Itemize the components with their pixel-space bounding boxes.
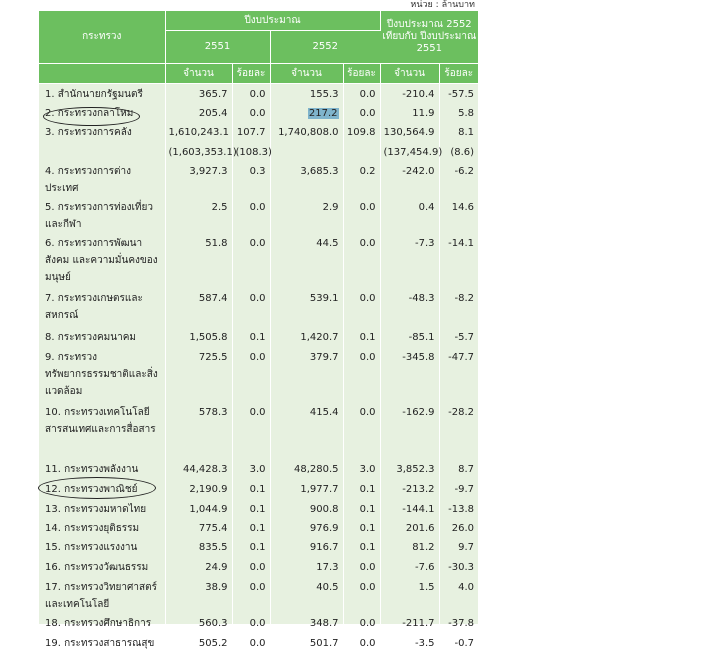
table-row [39, 103, 478, 122]
table-row [39, 233, 478, 288]
value-cell: 0.0 [232, 613, 270, 633]
value-cell: 0.0 [343, 347, 380, 402]
table-row [39, 84, 478, 104]
value-cell: 2,190.9 [165, 479, 232, 499]
value-cell: 505.2 [165, 633, 232, 653]
value-cell: 0.1 [232, 518, 270, 537]
value-cell: 0.0 [232, 197, 270, 233]
value-cell: -7.6 [380, 557, 439, 577]
value-cell: 916.7 [270, 537, 343, 557]
table-row [39, 557, 478, 577]
value-cell: 348.7 [270, 613, 343, 633]
value-cell: (137,454.9) [380, 142, 439, 161]
ministry-cell: 3. กระทรวงการคลัง [39, 122, 165, 142]
value-cell: 900.8 [270, 499, 343, 518]
value-cell: 130,564.9 [380, 122, 439, 142]
value-cell: 501.7 [270, 633, 343, 653]
value-cell: 0.0 [343, 233, 380, 288]
value-cell: -57.5 [439, 84, 478, 104]
table-row [39, 197, 478, 233]
value-cell: 0.0 [343, 84, 380, 104]
value-cell: 0.0 [232, 577, 270, 613]
amount-header: จำนวน [165, 64, 232, 84]
ministry-cell: 11. กระทรวงพลังงาน [39, 459, 165, 479]
table-row [39, 122, 478, 142]
table-row [39, 633, 478, 653]
value-cell: 8.1 [439, 122, 478, 142]
value-cell: 0.0 [232, 288, 270, 327]
value-cell: 0.1 [232, 537, 270, 557]
value-cell: -8.2 [439, 288, 478, 327]
value-cell: 0.0 [232, 402, 270, 459]
value-cell: 1,740,808.0 [270, 122, 343, 142]
value-cell: -14.1 [439, 233, 478, 288]
value-cell: 48,280.5 [270, 459, 343, 479]
value-cell: -5.7 [439, 327, 478, 347]
value-cell: 578.3 [165, 402, 232, 459]
ministry-cell: 16. กระทรวงวัฒนธรรม [39, 557, 165, 577]
value-cell: 109.8 [343, 122, 380, 142]
value-cell: 0.1 [232, 327, 270, 347]
value-cell: 4.0 [439, 577, 478, 613]
value-cell: 1.5 [380, 577, 439, 613]
value-cell: 51.8 [165, 233, 232, 288]
value-cell: -30.3 [439, 557, 478, 577]
value-cell: 0.0 [232, 103, 270, 122]
value-cell: 0.4 [380, 197, 439, 233]
table-row [39, 288, 478, 327]
value-cell: -213.2 [380, 479, 439, 499]
ministry-cell: 18. กระทรวงศึกษาธิการ [39, 613, 165, 633]
ministry-cell: 15. กระทรวงแรงงาน [39, 537, 165, 557]
value-cell: -47.7 [439, 347, 478, 402]
value-cell: 44.5 [270, 233, 343, 288]
value-cell [270, 103, 343, 122]
value-cell: 40.5 [270, 577, 343, 613]
value-cell: 11.9 [380, 103, 439, 122]
value-cell: 539.1 [270, 288, 343, 327]
value-cell: 17.3 [270, 557, 343, 577]
value-cell: 0.1 [232, 499, 270, 518]
value-cell: 835.5 [165, 537, 232, 557]
value-cell: 1,977.7 [270, 479, 343, 499]
unit-note: หน่วย : ล้านบาท [410, 0, 475, 11]
value-cell: 24.9 [165, 557, 232, 577]
ministry-cell: 9. กระทรวงทรัพยากรธรรมชาติและสิ่งแวดล้อม [39, 347, 165, 402]
value-cell: 0.3 [232, 161, 270, 197]
value-cell: 1,044.9 [165, 499, 232, 518]
value-cell: 0.0 [232, 347, 270, 402]
value-cell: 3,852.3 [380, 459, 439, 479]
table-row [39, 613, 478, 633]
ministry-cell: 12. กระทรวงพาณิชย์ [39, 479, 165, 499]
table-row [39, 161, 478, 197]
ministry-cell: 17. กระทรวงวิทยาศาสตร์และเทคโนโลยี [39, 577, 165, 613]
comparison-header: ปีงบประมาณ 2552 เทียบกับ ปีงบประมาณ 2551 [380, 11, 478, 64]
value-cell: 5.8 [439, 103, 478, 122]
value-cell [343, 142, 380, 161]
value-cell: 38.9 [165, 577, 232, 613]
value-cell: 107.7 [232, 122, 270, 142]
ministry-cell: 1. สำนักนายกรัฐมนตรี [39, 84, 165, 104]
value-cell: -0.7 [439, 633, 478, 653]
value-cell: 560.3 [165, 613, 232, 633]
table-row [39, 459, 478, 479]
ministry-cell: 4. กระทรวงการต่างประเทศ [39, 161, 165, 197]
value-cell: -6.2 [439, 161, 478, 197]
amount-header: จำนวน [380, 64, 439, 84]
value-cell: -144.1 [380, 499, 439, 518]
percent-header: ร้อยละ [439, 64, 478, 84]
value-cell: 1,505.8 [165, 327, 232, 347]
percent-header: ร้อยละ [232, 64, 270, 84]
amount-header: จำนวน [270, 64, 343, 84]
value-cell: 81.2 [380, 537, 439, 557]
year2-header: 2552 [270, 31, 380, 64]
value-cell: 2.9 [270, 197, 343, 233]
value-cell: 775.4 [165, 518, 232, 537]
value-cell: -210.4 [380, 84, 439, 104]
value-cell: 0.1 [343, 499, 380, 518]
value-cell: 0.0 [343, 103, 380, 122]
value-cell: 0.0 [343, 197, 380, 233]
table-row [39, 327, 478, 347]
ministry-cell: 8. กระทรวงคมนาคม [39, 327, 165, 347]
value-cell: 3,927.3 [165, 161, 232, 197]
budget-table-container [39, 11, 478, 624]
budget-year-header: ปีงบประมาณ [165, 11, 380, 31]
ministry-cell: 14. กระทรวงยุติธรรม [39, 518, 165, 537]
percent-header: ร้อยละ [343, 64, 380, 84]
value-cell: -28.2 [439, 402, 478, 459]
value-cell: 14.6 [439, 197, 478, 233]
table-row [39, 577, 478, 613]
ministry-cell: 7. กระทรวงเกษตรและสหกรณ์ [39, 288, 165, 327]
table-row [39, 402, 478, 459]
value-cell: 0.1 [343, 518, 380, 537]
value-cell: (8.6) [439, 142, 478, 161]
value-cell: 0.0 [343, 577, 380, 613]
ministry-cell [39, 142, 165, 161]
value-cell: 3,685.3 [270, 161, 343, 197]
table-body [39, 84, 478, 653]
value-cell: 201.6 [380, 518, 439, 537]
value-cell: -85.1 [380, 327, 439, 347]
value-cell: 0.0 [343, 633, 380, 653]
value-cell: 0.1 [232, 479, 270, 499]
value-cell: 26.0 [439, 518, 478, 537]
value-cell: 0.0 [343, 613, 380, 633]
value-cell: -242.0 [380, 161, 439, 197]
value-cell: 2.5 [165, 197, 232, 233]
ministry-cell: 6. กระทรวงการพัฒนาสังคม และความมั่นคงของมนุษย์ [39, 233, 165, 288]
blank-subheader [39, 64, 165, 84]
value-cell: 0.0 [343, 402, 380, 459]
value-cell: 0.0 [343, 288, 380, 327]
value-cell: 205.4 [165, 103, 232, 122]
value-cell: -13.8 [439, 499, 478, 518]
value-cell: -48.3 [380, 288, 439, 327]
ministry-cell: 5. กระทรวงการท่องเที่ยวและกีฬา [39, 197, 165, 233]
value-cell: 0.2 [343, 161, 380, 197]
ministry-cell: 19. กระทรวงสาธารณสุข [39, 633, 165, 653]
value-cell: -3.5 [380, 633, 439, 653]
value-cell: -211.7 [380, 613, 439, 633]
value-cell: 0.1 [343, 479, 380, 499]
value-cell: 3.0 [232, 459, 270, 479]
table-row [39, 142, 478, 161]
table-row [39, 518, 478, 537]
value-cell: 0.0 [343, 557, 380, 577]
ministry-cell: 13. กระทรวงมหาดไทย [39, 499, 165, 518]
value-cell: -162.9 [380, 402, 439, 459]
highlighted-value: 217.2 [308, 108, 339, 119]
value-cell: 0.0 [232, 633, 270, 653]
value-cell: 415.4 [270, 402, 343, 459]
table-row [39, 499, 478, 518]
table-row [39, 347, 478, 402]
value-cell: 3.0 [343, 459, 380, 479]
value-cell: 725.5 [165, 347, 232, 402]
value-cell: -345.8 [380, 347, 439, 402]
value-cell: 0.1 [343, 327, 380, 347]
table-row [39, 537, 478, 557]
value-cell: 8.7 [439, 459, 478, 479]
value-cell: 155.3 [270, 84, 343, 104]
value-cell: 44,428.3 [165, 459, 232, 479]
value-cell: (108.3) [232, 142, 270, 161]
ministry-cell: 10. กระทรวงเทคโนโลยีสารสนเทศและการสื่อสาร [39, 402, 165, 459]
value-cell: 1,610,243.1 [165, 122, 232, 142]
ministry-cell: 2. กระทรวงกลาโหม [39, 103, 165, 122]
value-cell: 0.1 [343, 537, 380, 557]
value-cell: 0.0 [232, 233, 270, 288]
value-cell: 0.0 [232, 557, 270, 577]
value-cell: -9.7 [439, 479, 478, 499]
value-cell: 587.4 [165, 288, 232, 327]
ministry-header: กระทรวง [39, 11, 165, 64]
table-row [39, 479, 478, 499]
value-cell: -37.8 [439, 613, 478, 633]
year1-header: 2551 [165, 31, 270, 64]
value-cell: 976.9 [270, 518, 343, 537]
value-cell: 365.7 [165, 84, 232, 104]
value-cell: -7.3 [380, 233, 439, 288]
value-cell: 1,420.7 [270, 327, 343, 347]
value-cell: 9.7 [439, 537, 478, 557]
budget-table [39, 11, 478, 653]
value-cell: (1,603,353.1) [165, 142, 232, 161]
value-cell: 379.7 [270, 347, 343, 402]
table-header [39, 11, 478, 84]
value-cell: 0.0 [232, 84, 270, 104]
value-cell [270, 142, 343, 161]
